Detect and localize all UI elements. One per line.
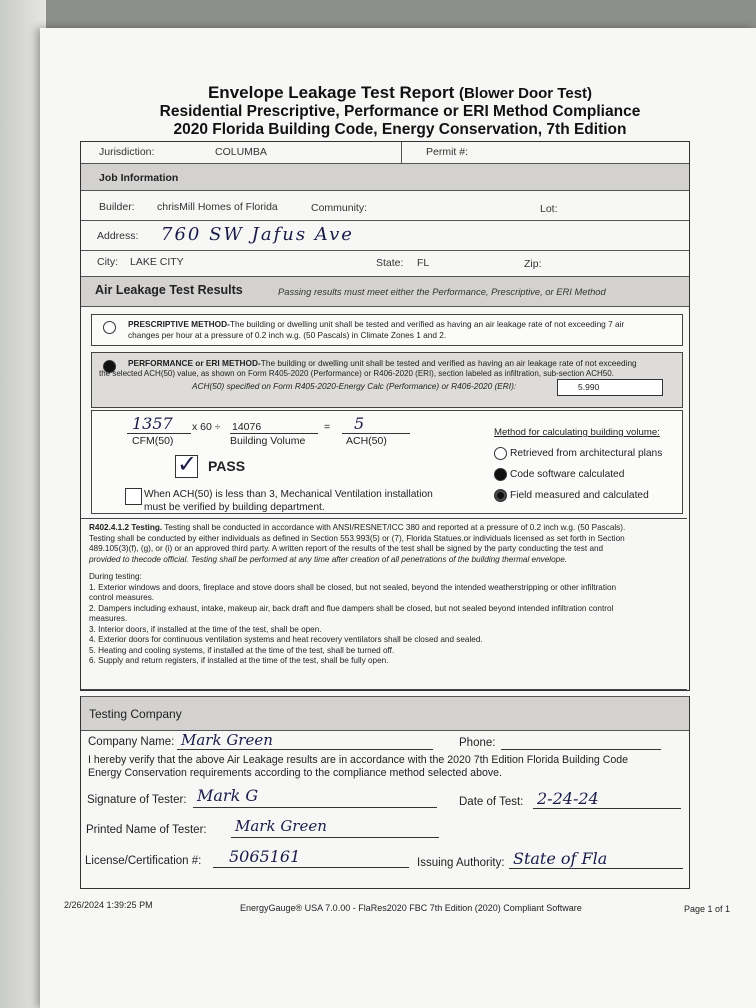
state-label: State: bbox=[376, 257, 404, 269]
testing-para-line: Testing shall be conducted by either individuals as defined in Section 553.993(5) or (7), Florida Statues.or individuals licensed as set forth in Section bbox=[89, 533, 625, 543]
signature-value: Mark G bbox=[197, 786, 259, 805]
prescriptive-text: The building or dwelling unit shall be tested and verified as having an air leakage rate of not exceeding 7 air bbox=[229, 319, 625, 329]
jurisdiction-value: COLUMBA bbox=[215, 146, 267, 158]
testing-company-header bbox=[81, 696, 689, 731]
air-leakage-header bbox=[81, 277, 689, 307]
method-software-label: Code software calculated bbox=[510, 469, 625, 480]
ach50-value: 5 bbox=[354, 414, 365, 433]
pass-label: PASS bbox=[208, 458, 246, 474]
builder-label: Builder: bbox=[99, 201, 135, 213]
verification-text: I hereby verify that the above Air Leakage results are in accordance with the 2020 7th Edition Florida Building Code bbox=[88, 754, 629, 766]
calculation-box bbox=[91, 410, 683, 514]
company-name-label: Company Name: bbox=[88, 736, 175, 748]
address-value: 760 SW Jafus Ave bbox=[161, 224, 354, 245]
building-volume-label: Building Volume bbox=[230, 435, 306, 447]
during-testing-item: 6. Supply and return registers, if installed at the time of the test, shall be fully open. bbox=[89, 656, 389, 665]
builder-value: chrisMill Homes of Florida bbox=[157, 201, 278, 213]
pass-check-mark: ✓ bbox=[177, 450, 198, 478]
date-of-test-label: Date of Test: bbox=[459, 796, 524, 808]
ach50-specified-field[interactable] bbox=[557, 379, 663, 396]
city-label: City: bbox=[97, 256, 118, 268]
license-label: License/Certification #: bbox=[85, 855, 202, 867]
method-architectural-radio[interactable] bbox=[494, 447, 507, 460]
date-of-test-value: 2-24-24 bbox=[537, 789, 599, 808]
testing-requirements-box bbox=[81, 518, 687, 690]
mechanical-ventilation-text: When ACH(50) is less than 3, Mechanical Ventilation installation bbox=[144, 489, 433, 500]
during-testing-item: control measures. bbox=[89, 593, 155, 602]
footer-page-number: Page 1 of 1 bbox=[684, 904, 731, 914]
address-row bbox=[81, 221, 689, 251]
prescriptive-title: PRESCRIPTIVE METHOD- bbox=[128, 319, 230, 329]
building-volume-value: 14076 bbox=[232, 421, 262, 433]
prescriptive-text-2: changes per hour at a pressure of 0.2 inch w.g. (50 Pascals) in Climate Zones 1 and 2. bbox=[128, 329, 447, 340]
report-subtitle: Residential Prescriptive, Performance or ERI Method Compliance bbox=[159, 103, 641, 120]
lot-label: Lot: bbox=[540, 203, 558, 215]
phone-field[interactable] bbox=[501, 749, 661, 750]
volume-method-title: Method for calculating building volume: bbox=[494, 427, 660, 438]
during-testing-item: 1. Exterior windows and doors, fireplace and stove doors shall be closed, but not sealed, beyond the intended weatherstripping or other infiltration bbox=[89, 582, 617, 592]
address-label: Address: bbox=[97, 230, 139, 242]
mechanical-ventilation-checkbox[interactable] bbox=[125, 488, 142, 505]
builder-row bbox=[81, 191, 689, 221]
method-architectural-label: Retrieved from architectural plans bbox=[510, 448, 663, 459]
during-testing-item: 2. Dampers including exhaust, intake, makeup air, back draft and flue dampers shall be closed, but not sealed beyond intended infiltration control bbox=[89, 603, 614, 613]
city-row bbox=[81, 251, 689, 277]
method-software-radio[interactable] bbox=[494, 468, 507, 481]
jurisdiction-label: Jurisdiction: bbox=[99, 146, 155, 158]
signature-label: Signature of Tester: bbox=[87, 794, 187, 806]
prescriptive-radio[interactable] bbox=[103, 321, 116, 334]
testing-para-line: provided to thecode official. Testing shall be performed at any time after creation of all penetrations of the building thermal envelope. bbox=[89, 554, 568, 564]
performance-text: The building or dwelling unit shall be tested and verified as having an air leakage rate of not exceeding bbox=[260, 358, 637, 368]
method-field-measured-radio[interactable] bbox=[494, 489, 507, 502]
cfm50-label: CFM(50) bbox=[132, 435, 174, 447]
ach50-specified-value: 5.990 bbox=[578, 382, 600, 392]
cfm50-value: 1357 bbox=[132, 414, 173, 433]
during-testing-item: measures. bbox=[89, 614, 128, 623]
phone-label: Phone: bbox=[459, 737, 496, 749]
multiply-sign: x 60 ÷ bbox=[192, 421, 221, 433]
issuing-authority-value: State of Fla bbox=[513, 849, 608, 868]
job-information-title: Job Information bbox=[99, 172, 179, 184]
issuing-authority-label: Issuing Authority: bbox=[417, 857, 505, 869]
report-title: Envelope Leakage Test Report (Blower Door Test) bbox=[207, 83, 593, 102]
community-label: Community: bbox=[311, 202, 368, 214]
method-field-measured-label: Field measured and calculated bbox=[510, 490, 649, 501]
mechanical-ventilation-text-2: must be verified by building department. bbox=[144, 502, 325, 513]
testing-company-box bbox=[80, 696, 690, 889]
permit-label: Permit #: bbox=[426, 146, 469, 158]
during-testing-item: 5. Heating and cooling systems, if installed at the time of the test, shall be turned off. bbox=[89, 645, 395, 655]
air-leakage-title: Air Leakage Test Results bbox=[95, 283, 243, 297]
performance-method-box bbox=[91, 352, 683, 408]
during-testing-item: 3. Interior doors, if installed at the time of the test, shall be open. bbox=[89, 624, 322, 634]
printed-name-label: Printed Name of Tester: bbox=[86, 824, 207, 836]
during-testing-item: 4. Exterior doors for continuous ventilation systems and heat recovery ventilators shall be closed and sealed. bbox=[89, 635, 483, 644]
jurisdiction-row bbox=[81, 142, 689, 164]
testing-para-line: Testing shall be conducted in accordance with ANSI/RESNET/ICC 380 and reported at a pressure of 0.2 inch w.g. (50 Pascals). bbox=[164, 523, 626, 532]
performance-title: PERFORMANCE or ERI METHOD- bbox=[128, 358, 261, 368]
verification-text-2: Energy Conservation requirements according to the compliance method selected above. bbox=[88, 767, 502, 779]
zip-label: Zip: bbox=[524, 258, 542, 270]
footer-software: EnergyGauge® USA 7.0.00 - FlaRes2020 FBC 7th Edition (2020) Compliant Software bbox=[240, 903, 582, 913]
job-information-header bbox=[81, 164, 689, 191]
ach50-label: ACH(50) bbox=[346, 435, 387, 447]
printed-name-value: Mark Green bbox=[235, 817, 327, 835]
testing-company-title: Testing Company bbox=[89, 707, 182, 721]
company-name-value: Mark Green bbox=[181, 731, 273, 749]
air-leakage-note: Passing results must meet either the Performance, Prescriptive, or ERI Method bbox=[278, 286, 606, 297]
during-testing-title: During testing: bbox=[89, 572, 142, 581]
performance-text-2: the selected ACH(50) value, as shown on Form R405-2020 (Performance) or R406-2020 (ERI), section labeled as infiltration, sub-section ACH50. bbox=[99, 369, 614, 378]
report-code-edition: 2020 Florida Building Code, Energy Conservation, 7th Edition bbox=[173, 121, 627, 138]
performance-text-3: ACH(50) specified on Form R405-2020-Energy Calc (Performance) or R406-2020 (ERI): bbox=[192, 381, 517, 391]
footer-timestamp: 2/26/2024 1:39:25 PM bbox=[64, 900, 153, 910]
testing-para-line: 489.105(3)(f), (g), or (i) or an approved third party. A written report of the results of the test shall be signed by the party conducting the test and bbox=[89, 544, 604, 553]
equals-sign: = bbox=[324, 421, 331, 433]
pass-checkbox[interactable] bbox=[175, 450, 198, 478]
city-value: LAKE CITY bbox=[130, 256, 184, 268]
testing-heading: R402.4.1.2 Testing. bbox=[89, 523, 163, 532]
report-form bbox=[80, 141, 690, 691]
prescriptive-method-box bbox=[91, 314, 683, 346]
state-value: FL bbox=[417, 257, 430, 269]
license-value: 5065161 bbox=[229, 847, 301, 866]
